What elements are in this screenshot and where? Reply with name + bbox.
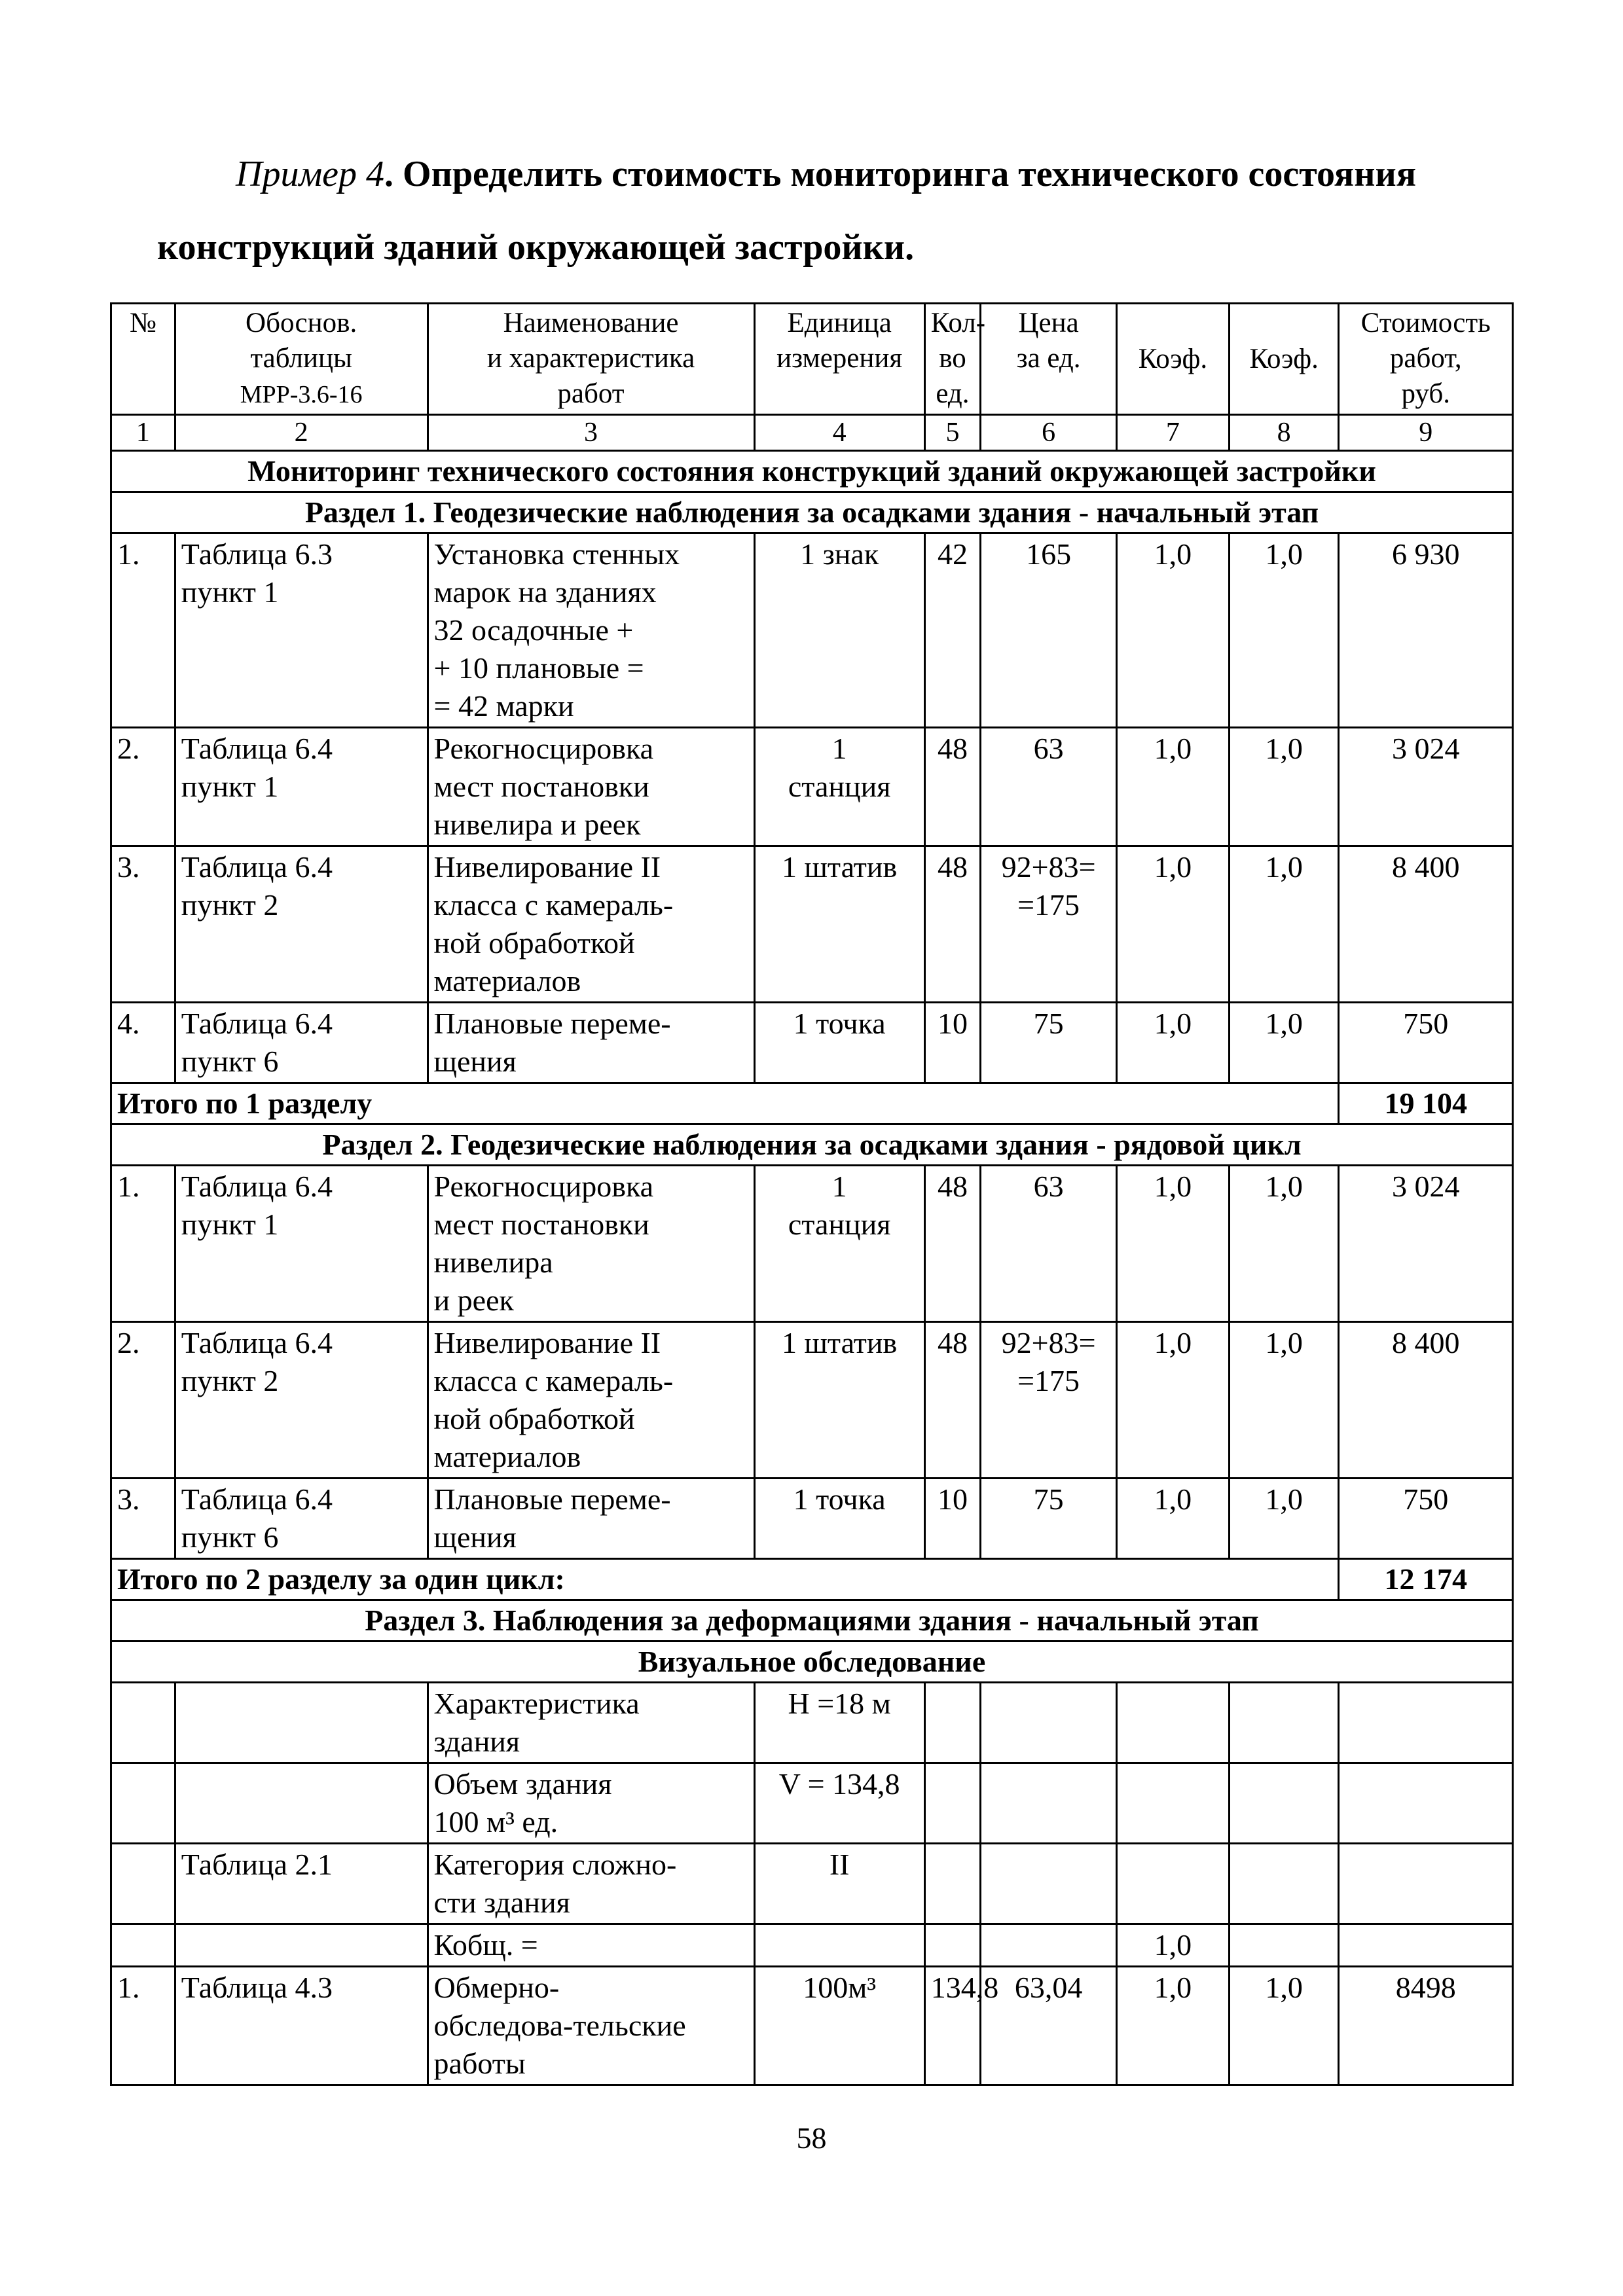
row-basis — [175, 1683, 428, 1763]
row-cost: 750 — [1339, 1479, 1513, 1559]
table-row — [111, 1003, 1513, 1083]
header-coef1: Коэф. — [1116, 304, 1229, 415]
main-heading — [111, 451, 1513, 492]
page-number: 58 — [796, 2121, 827, 2155]
section1-total — [111, 1083, 1513, 1124]
row-name: Нивелирование II класса с камераль- ной обработкой материалов — [428, 1322, 754, 1479]
row-unit — [754, 1924, 924, 1967]
table-row — [111, 846, 1513, 1003]
row-num — [111, 1924, 175, 1967]
row-basis: Таблица 6.4 пункт 2 — [175, 846, 428, 1003]
row-qty — [924, 1763, 980, 1844]
row-num: 2. — [111, 1322, 175, 1479]
table-row — [111, 533, 1513, 728]
row-coef1: 1,0 — [1116, 1924, 1229, 1967]
row-cost — [1339, 1683, 1513, 1763]
row-unit: 1 точка — [754, 1479, 924, 1559]
row-price — [981, 1844, 1117, 1924]
row-num: 1. — [111, 1967, 175, 2085]
row-num: 2. — [111, 728, 175, 846]
column-number: 5 — [924, 415, 980, 451]
row-qty — [924, 1924, 980, 1967]
row-qty: 48 — [924, 1322, 980, 1479]
row-coef2 — [1229, 1763, 1339, 1844]
row-qty: 134,8 — [924, 1967, 980, 2085]
row-basis — [175, 1763, 428, 1844]
section1-title — [111, 492, 1513, 533]
row-coef1: 1,0 — [1116, 1967, 1229, 2085]
title-line-1: . Определить стоимость мониторинга технического состояния — [384, 154, 1417, 194]
row-coef2: 1,0 — [1229, 728, 1339, 846]
column-number: 4 — [754, 415, 924, 451]
row-coef2: 1,0 — [1229, 1479, 1339, 1559]
row-name: Нивелирование II класса с камераль- ной обработкой материалов — [428, 846, 754, 1003]
row-unit: 1 штатив — [754, 1322, 924, 1479]
table-row — [111, 1479, 1513, 1559]
row-coef1: 1,0 — [1116, 846, 1229, 1003]
row-unit: Н =18 м — [754, 1683, 924, 1763]
row-name: Плановые переме- щения — [428, 1479, 754, 1559]
column-number: 6 — [981, 415, 1117, 451]
section2-title — [111, 1124, 1513, 1166]
row-cost: 3 024 — [1339, 1166, 1513, 1322]
column-number: 8 — [1229, 415, 1339, 451]
table-row — [111, 1844, 1513, 1924]
column-number: 7 — [1116, 415, 1229, 451]
row-num — [111, 1683, 175, 1763]
row-name: Характеристика здания — [428, 1683, 754, 1763]
header-row — [111, 304, 1513, 415]
row-price — [981, 1924, 1117, 1967]
row-cost: 3 024 — [1339, 728, 1513, 846]
row-coef1 — [1116, 1844, 1229, 1924]
row-cost: 6 930 — [1339, 533, 1513, 728]
row-coef1: 1,0 — [1116, 1479, 1229, 1559]
row-qty: 48 — [924, 1166, 980, 1322]
row-num — [111, 1763, 175, 1844]
row-price: 92+83= =175 — [981, 1322, 1117, 1479]
table-row — [111, 1763, 1513, 1844]
row-num: 3. — [111, 846, 175, 1003]
row-num: 1. — [111, 1166, 175, 1322]
row-coef2: 1,0 — [1229, 846, 1339, 1003]
row-num: 4. — [111, 1003, 175, 1083]
column-numbers-row — [111, 415, 1513, 451]
row-coef2: 1,0 — [1229, 1322, 1339, 1479]
row-coef2 — [1229, 1683, 1339, 1763]
row-basis: Таблица 6.4 пункт 6 — [175, 1479, 428, 1559]
header-name: Наименование и характеристика работ — [428, 304, 754, 415]
row-basis: Таблица 2.1 — [175, 1844, 428, 1924]
row-coef1 — [1116, 1763, 1229, 1844]
row-coef1: 1,0 — [1116, 533, 1229, 728]
row-coef2: 1,0 — [1229, 1003, 1339, 1083]
row-price — [981, 1683, 1117, 1763]
row-cost: 8 400 — [1339, 846, 1513, 1003]
section1-total-label: Итого по 1 разделу — [111, 1083, 1339, 1124]
row-name: Рекогносцировка мест постановки нивелира и реек — [428, 1166, 754, 1322]
row-price: 75 — [981, 1003, 1117, 1083]
row-coef1: 1,0 — [1116, 1166, 1229, 1322]
row-qty: 48 — [924, 846, 980, 1003]
row-basis: Таблица 6.4 пункт 6 — [175, 1003, 428, 1083]
header-basis: Обоснов. таблицы МРР-3.6-16 — [175, 304, 428, 415]
header-qty: Кол- во ед. — [924, 304, 980, 415]
row-num — [111, 1844, 175, 1924]
row-price: 92+83= =175 — [981, 846, 1117, 1003]
table-row — [111, 1967, 1513, 2085]
row-coef1: 1,0 — [1116, 728, 1229, 846]
row-cost — [1339, 1924, 1513, 1967]
row-price: 63 — [981, 1166, 1117, 1322]
column-number: 3 — [428, 415, 754, 451]
header-num: № — [111, 304, 175, 415]
row-price: 165 — [981, 533, 1117, 728]
row-unit: 1 знак — [754, 533, 924, 728]
row-coef2 — [1229, 1844, 1339, 1924]
row-cost: 8498 — [1339, 1967, 1513, 2085]
row-cost — [1339, 1763, 1513, 1844]
section3-title-cell: Раздел 3. Наблюдения за деформациями здания - начальный этап — [111, 1600, 1513, 1641]
row-name: Кобщ. = — [428, 1924, 754, 1967]
column-number: 1 — [111, 415, 175, 451]
row-coef1: 1,0 — [1116, 1003, 1229, 1083]
row-qty — [924, 1683, 980, 1763]
row-cost: 750 — [1339, 1003, 1513, 1083]
row-price: 63,04 — [981, 1967, 1117, 2085]
row-unit: V = 134,8 — [754, 1763, 924, 1844]
row-unit: 1 станция — [754, 1166, 924, 1322]
row-num: 1. — [111, 533, 175, 728]
header-coef2: Коэф. — [1229, 304, 1339, 415]
row-qty: 48 — [924, 728, 980, 846]
row-coef2 — [1229, 1924, 1339, 1967]
cost-table — [110, 302, 1514, 2086]
section2-total-value: 12 174 — [1339, 1559, 1513, 1600]
table-row — [111, 1322, 1513, 1479]
row-coef2: 1,0 — [1229, 1967, 1339, 2085]
row-coef1 — [1116, 1683, 1229, 1763]
table-row — [111, 1166, 1513, 1322]
row-qty: 10 — [924, 1479, 980, 1559]
header-price: Цена за ед. — [981, 304, 1117, 415]
main-heading-cell: Мониторинг технического состояния конструкций зданий окружающей застройки — [111, 451, 1513, 492]
row-coef2: 1,0 — [1229, 1166, 1339, 1322]
row-price: 75 — [981, 1479, 1117, 1559]
row-name: Установка стенных марок на зданиях 32 осадочные + + 10 плановые = = 42 марки — [428, 533, 754, 728]
row-basis: Таблица 4.3 — [175, 1967, 428, 2085]
row-unit: II — [754, 1844, 924, 1924]
row-basis: Таблица 6.4 пункт 2 — [175, 1322, 428, 1479]
section3-title — [111, 1600, 1513, 1641]
section1-title-cell: Раздел 1. Геодезические наблюдения за осадками здания - начальный этап — [111, 492, 1513, 533]
page-title — [157, 137, 1532, 284]
row-unit: 1 штатив — [754, 846, 924, 1003]
row-name: Объем здания 100 м³ ед. — [428, 1763, 754, 1844]
row-qty — [924, 1844, 980, 1924]
table-row — [111, 1683, 1513, 1763]
section2-title-cell: Раздел 2. Геодезические наблюдения за осадками здания - рядовой цикл — [111, 1124, 1513, 1166]
row-name: Плановые переме- щения — [428, 1003, 754, 1083]
row-qty: 42 — [924, 533, 980, 728]
table-row — [111, 728, 1513, 846]
row-basis — [175, 1924, 428, 1967]
row-coef1: 1,0 — [1116, 1322, 1229, 1479]
column-number: 2 — [175, 415, 428, 451]
row-unit: 1 точка — [754, 1003, 924, 1083]
row-name: Обмерно- обследова-тельские работы — [428, 1967, 754, 2085]
row-basis: Таблица 6.3 пункт 1 — [175, 533, 428, 728]
row-unit: 1 станция — [754, 728, 924, 846]
title-line-2: конструкций зданий окружающей застройки. — [157, 227, 915, 268]
row-cost: 8 400 — [1339, 1322, 1513, 1479]
example-label: Пример 4 — [236, 154, 385, 194]
section1-total-value: 19 104 — [1339, 1083, 1513, 1124]
column-number: 9 — [1339, 415, 1513, 451]
section3-subtitle — [111, 1641, 1513, 1683]
section2-total — [111, 1559, 1513, 1600]
row-name: Рекогносцировка мест постановки нивелира и реек — [428, 728, 754, 846]
section3-subtitle-cell: Визуальное обследование — [111, 1641, 1513, 1683]
row-basis: Таблица 6.4 пункт 1 — [175, 1166, 428, 1322]
section2-total-label: Итого по 2 разделу за один цикл: — [111, 1559, 1339, 1600]
row-name: Категория сложно- сти здания — [428, 1844, 754, 1924]
header-cost: Стоимость работ, руб. — [1339, 304, 1513, 415]
header-unit: Единица измерения — [754, 304, 924, 415]
row-qty: 10 — [924, 1003, 980, 1083]
row-num: 3. — [111, 1479, 175, 1559]
row-basis: Таблица 6.4 пункт 1 — [175, 728, 428, 846]
table-row — [111, 1924, 1513, 1967]
row-coef2: 1,0 — [1229, 533, 1339, 728]
row-price — [981, 1763, 1117, 1844]
row-price: 63 — [981, 728, 1117, 846]
row-unit: 100м³ — [754, 1967, 924, 2085]
row-cost — [1339, 1844, 1513, 1924]
